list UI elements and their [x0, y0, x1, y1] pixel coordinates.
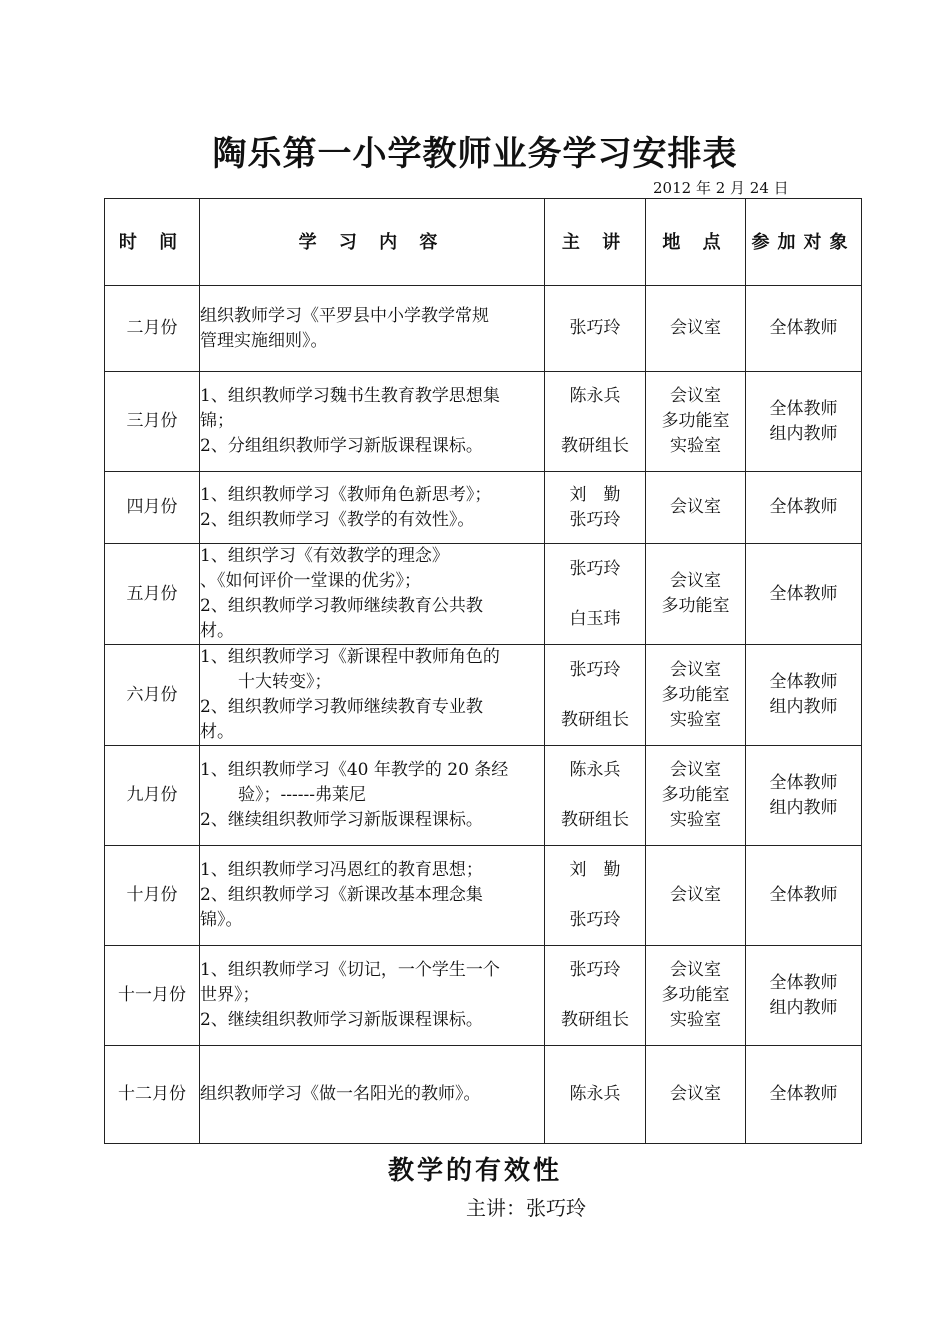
content-line: 锦》。 — [200, 910, 243, 930]
content-line: 、《如何评价一堂课的优劣》； — [200, 571, 421, 591]
content-line: 组织教师学习《做一名阳光的教师》。 — [200, 1084, 481, 1104]
month-cell: 十二月份 — [105, 1046, 200, 1144]
content-line: 管理实施细则》。 — [200, 330, 328, 351]
speaker-name: 张巧玲 — [569, 910, 621, 930]
place-name: 会议室 — [670, 1084, 721, 1104]
table-row — [105, 1046, 862, 1144]
table-header-row — [105, 199, 862, 286]
place-name: 会议室 — [670, 386, 721, 406]
place-name: 多功能室 — [661, 985, 730, 1005]
spacer — [545, 683, 645, 708]
content-line: 1、组织教师学习《教师角色新思考》； — [200, 484, 492, 505]
content-line: 1、组织教师学习魏书生教育教学思想集 — [200, 386, 500, 406]
table-row — [105, 472, 862, 544]
schedule-table — [104, 198, 862, 1144]
audience-name: 组内教师 — [769, 997, 838, 1018]
spacer — [545, 783, 645, 808]
speaker-cell — [545, 946, 646, 1046]
audience-name: 组内教师 — [769, 697, 838, 717]
spacer — [545, 983, 645, 1008]
table-row — [105, 286, 862, 372]
speaker-name: 刘 勤 — [569, 484, 621, 505]
spacer — [545, 582, 645, 607]
table-row — [105, 544, 862, 645]
content-line: 2、组织教师学习《新课改基本理念集 — [200, 885, 483, 905]
audience-name: 全体教师 — [769, 772, 838, 793]
place-cell — [646, 286, 746, 372]
content-line: 材。 — [200, 722, 234, 742]
place-cell — [646, 645, 746, 746]
audience-name: 组内教师 — [769, 797, 838, 818]
audience-cell — [746, 1046, 862, 1144]
table-row — [105, 645, 862, 746]
place-name: 多功能室 — [661, 596, 730, 616]
speaker-name: 教研组长 — [561, 1010, 629, 1030]
content-line: 1、组织教师学习《新课程中教师角色的 — [200, 647, 500, 667]
content-cell — [200, 645, 545, 746]
place-cell — [646, 846, 746, 946]
content-line: 十大转变》； — [238, 672, 332, 692]
audience-name: 组内教师 — [769, 423, 838, 444]
header-content: 学 习 内 容 — [200, 199, 545, 286]
speaker-cell — [545, 746, 646, 846]
content-cell — [200, 846, 545, 946]
place-cell — [646, 472, 746, 544]
speaker-name: 张巧玲 — [569, 659, 621, 680]
speaker-cell — [545, 472, 646, 544]
presenter-line: 主讲：张巧玲 — [466, 1196, 586, 1220]
header-time: 时 间 — [105, 199, 200, 286]
place-name: 多功能室 — [661, 411, 730, 431]
place-cell — [646, 746, 746, 846]
content-line: 2、继续组织教师学习新版课程课标。 — [200, 1010, 483, 1030]
speaker-name: 教研组长 — [561, 436, 629, 456]
speaker-cell — [545, 286, 646, 372]
audience-name: 全体教师 — [769, 583, 838, 604]
place-name: 会议室 — [670, 571, 721, 591]
content-line: 2、分组组织教师学习新版课程课标。 — [200, 436, 483, 456]
content-line: 1、组织教师学习《切记，一个学生一个 — [200, 960, 500, 980]
month-cell: 十一月份 — [105, 946, 200, 1046]
content-line: 2、组织教师学习教师继续教育公共教 — [200, 596, 483, 616]
content-cell — [200, 286, 545, 372]
audience-name: 全体教师 — [769, 398, 838, 419]
month-cell: 九月份 — [105, 746, 200, 846]
header-audience: 参加对象 — [746, 199, 862, 286]
header-place: 地 点 — [646, 199, 746, 286]
place-cell — [646, 946, 746, 1046]
document-date: 2012 年 2 月 24 日 — [653, 179, 789, 197]
place-name: 实验室 — [670, 810, 721, 830]
place-name: 会议室 — [670, 960, 721, 980]
speaker-name: 陈永兵 — [569, 1084, 621, 1104]
place-name: 会议室 — [670, 318, 721, 338]
month-cell: 十月份 — [105, 846, 200, 946]
table-row — [105, 746, 862, 846]
place-name: 实验室 — [670, 1010, 721, 1030]
spacer — [545, 883, 645, 908]
audience-name: 全体教师 — [769, 497, 838, 517]
header-speaker: 主 讲 — [545, 199, 646, 286]
content-line: 1、组织教师学习《40 年教学的 20 条经 — [200, 760, 509, 780]
content-line: 1、组织教师学习冯恩红的教育思想； — [200, 860, 483, 880]
place-name: 实验室 — [670, 436, 721, 456]
place-name: 会议室 — [670, 760, 721, 780]
place-cell — [646, 372, 746, 472]
content-cell — [200, 544, 545, 645]
table-row — [105, 946, 862, 1046]
place-name: 多功能室 — [661, 785, 730, 805]
month-cell: 三月份 — [105, 372, 200, 472]
table-row — [105, 372, 862, 472]
content-cell — [200, 746, 545, 846]
audience-cell — [746, 645, 862, 746]
speaker-cell — [545, 544, 646, 645]
audience-cell — [746, 846, 862, 946]
speaker-cell — [545, 846, 646, 946]
speaker-name: 张巧玲 — [569, 960, 621, 980]
audience-name: 全体教师 — [769, 885, 838, 905]
place-cell — [646, 1046, 746, 1144]
speaker-name: 白玉玮 — [569, 608, 621, 629]
content-cell — [200, 946, 545, 1046]
speaker-name: 张巧玲 — [569, 558, 621, 579]
content-line: 组织教师学习《平罗县中小学教学常规 — [200, 305, 489, 326]
speaker-name: 张巧玲 — [569, 318, 621, 338]
document-title: 陶乐第一小学教师业务学习安排表 — [212, 134, 738, 174]
content-line: 材。 — [200, 621, 234, 641]
audience-cell — [746, 946, 862, 1046]
audience-cell — [746, 372, 862, 472]
month-cell: 四月份 — [105, 472, 200, 544]
audience-name: 全体教师 — [769, 672, 838, 692]
place-name: 会议室 — [670, 497, 721, 517]
spacer — [545, 409, 645, 434]
place-name: 会议室 — [670, 659, 721, 680]
content-cell — [200, 472, 545, 544]
place-name: 实验室 — [670, 709, 721, 730]
speaker-cell — [545, 1046, 646, 1144]
audience-cell — [746, 544, 862, 645]
content-cell — [200, 372, 545, 472]
speaker-name: 张巧玲 — [569, 509, 621, 530]
audience-name: 全体教师 — [769, 972, 838, 993]
audience-name: 全体教师 — [769, 318, 838, 338]
place-name: 多功能室 — [661, 684, 730, 705]
audience-name: 全体教师 — [769, 1084, 838, 1104]
content-line: 世界》； — [200, 985, 260, 1005]
month-cell: 六月份 — [105, 645, 200, 746]
place-name: 会议室 — [670, 885, 721, 905]
content-line: 1、组织学习《有效教学的理念》 — [200, 546, 449, 566]
table-row — [105, 846, 862, 946]
content-line: 2、组织教师学习教师继续教育专业教 — [200, 697, 483, 717]
speaker-name: 陈永兵 — [569, 386, 621, 406]
speaker-name: 陈永兵 — [569, 760, 621, 780]
audience-cell — [746, 746, 862, 846]
audience-cell — [746, 286, 862, 372]
speaker-name: 教研组长 — [561, 709, 629, 730]
month-cell: 二月份 — [105, 286, 200, 372]
content-line: 验》；------弗莱尼 — [238, 785, 366, 805]
speaker-name: 教研组长 — [561, 810, 629, 830]
content-line: 2、继续组织教师学习新版课程课标。 — [200, 810, 483, 830]
audience-cell — [746, 472, 862, 544]
place-cell — [646, 544, 746, 645]
speaker-name: 刘 勤 — [569, 860, 621, 880]
speaker-cell — [545, 372, 646, 472]
content-line: 2、组织教师学习《教学的有效性》。 — [200, 509, 475, 530]
speaker-cell — [545, 645, 646, 746]
content-line: 锦； — [200, 411, 234, 431]
section-heading: 教学的有效性 — [387, 1156, 562, 1186]
month-cell: 五月份 — [105, 544, 200, 645]
content-cell — [200, 1046, 545, 1144]
